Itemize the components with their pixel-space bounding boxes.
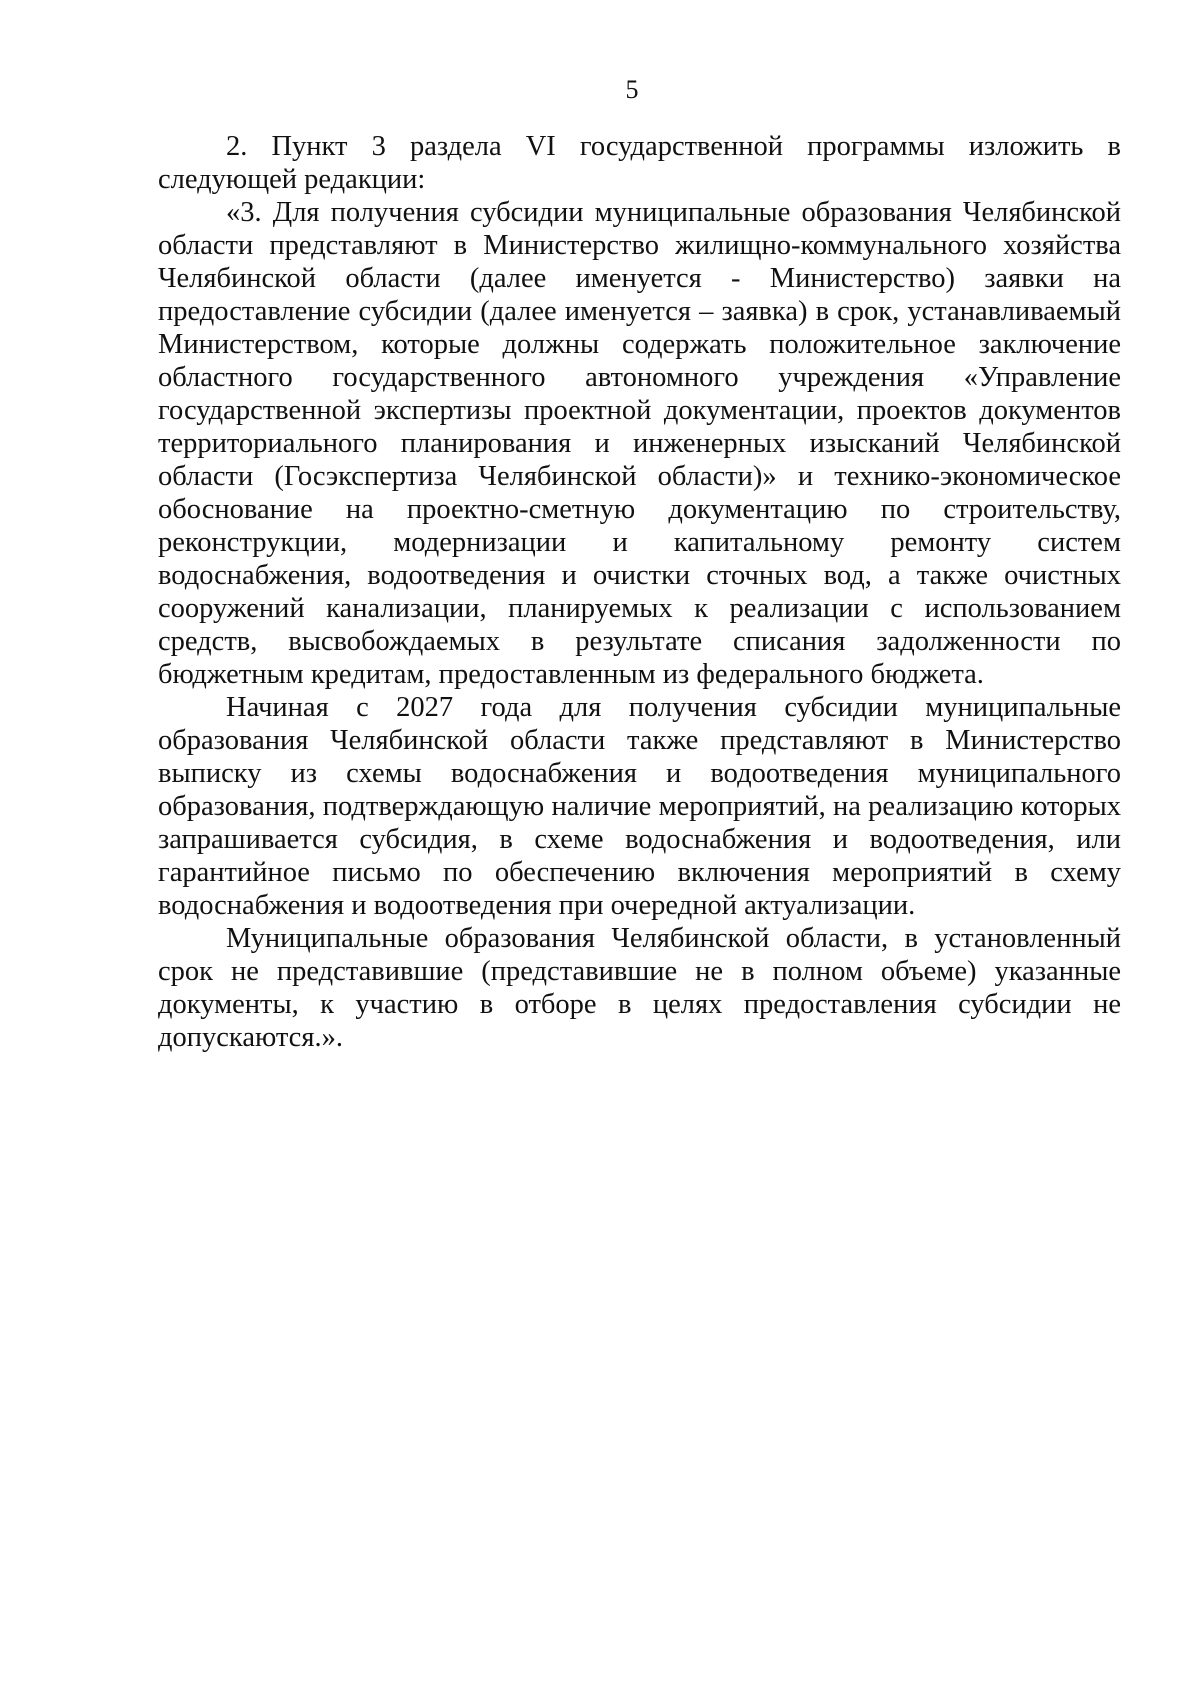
document-body xyxy=(158,130,1121,1054)
paragraph-amendment-intro: 2. Пункт 3 раздела VI государственной программы изложить в следующей редакции: xyxy=(158,131,1121,195)
paragraph-subsidy-application: «3. Для получения субсидии муниципальные образования Челябинской области представляют в Министерство жилищно-коммунального хозяйства Челябинской области (далее именуется - Министерство) заявки на предоставление субсидии (далее именуется – заявка) в срок, устанавливаемый Министерством, которые должны содержать положительное заключение областного государственного автономного учреждения «Управление государственной экспертизы проектной документации, проектов документов территориального планирования и инженерных изысканий Челябинской области (Госэкспертиза Челябинской области)» и технико-экономическое обоснование на проектно-сметную документацию по строительству, реконструкции, модернизации и капитальному ремонту систем водоснабжения, водоотведения и очистки сточных вод, а также очистных сооружений канализации, планируемых к реализации с использованием средств, высвобождаемых в результате списания задолженности по бюджетным кредитам, предоставленным из федерального бюджета. xyxy=(158,197,1121,690)
page-number: 5 xyxy=(625,75,639,104)
paragraph-2027-requirement: Начиная с 2027 года для получения субсидии муниципальные образования Челябинской области также представляют в Министерство выписку из схемы водоснабжения и водоотведения муниципального образования, подтверждающую наличие мероприятий, на реализацию которых запрашивается субсидия, в схеме водоснабжения и водоотведения, или гарантийное письмо по обеспечению включения мероприятий в схему водоснабжения и водоотведения при очередной актуализации. xyxy=(158,692,1121,921)
paragraph-exclusion-rule: Муниципальные образования Челябинской области, в установленный срок не представившие (представившие не в полном объеме) указанные документы, к участию в отборе в целях предоставления субсидии не допускаются.». xyxy=(158,923,1121,1053)
